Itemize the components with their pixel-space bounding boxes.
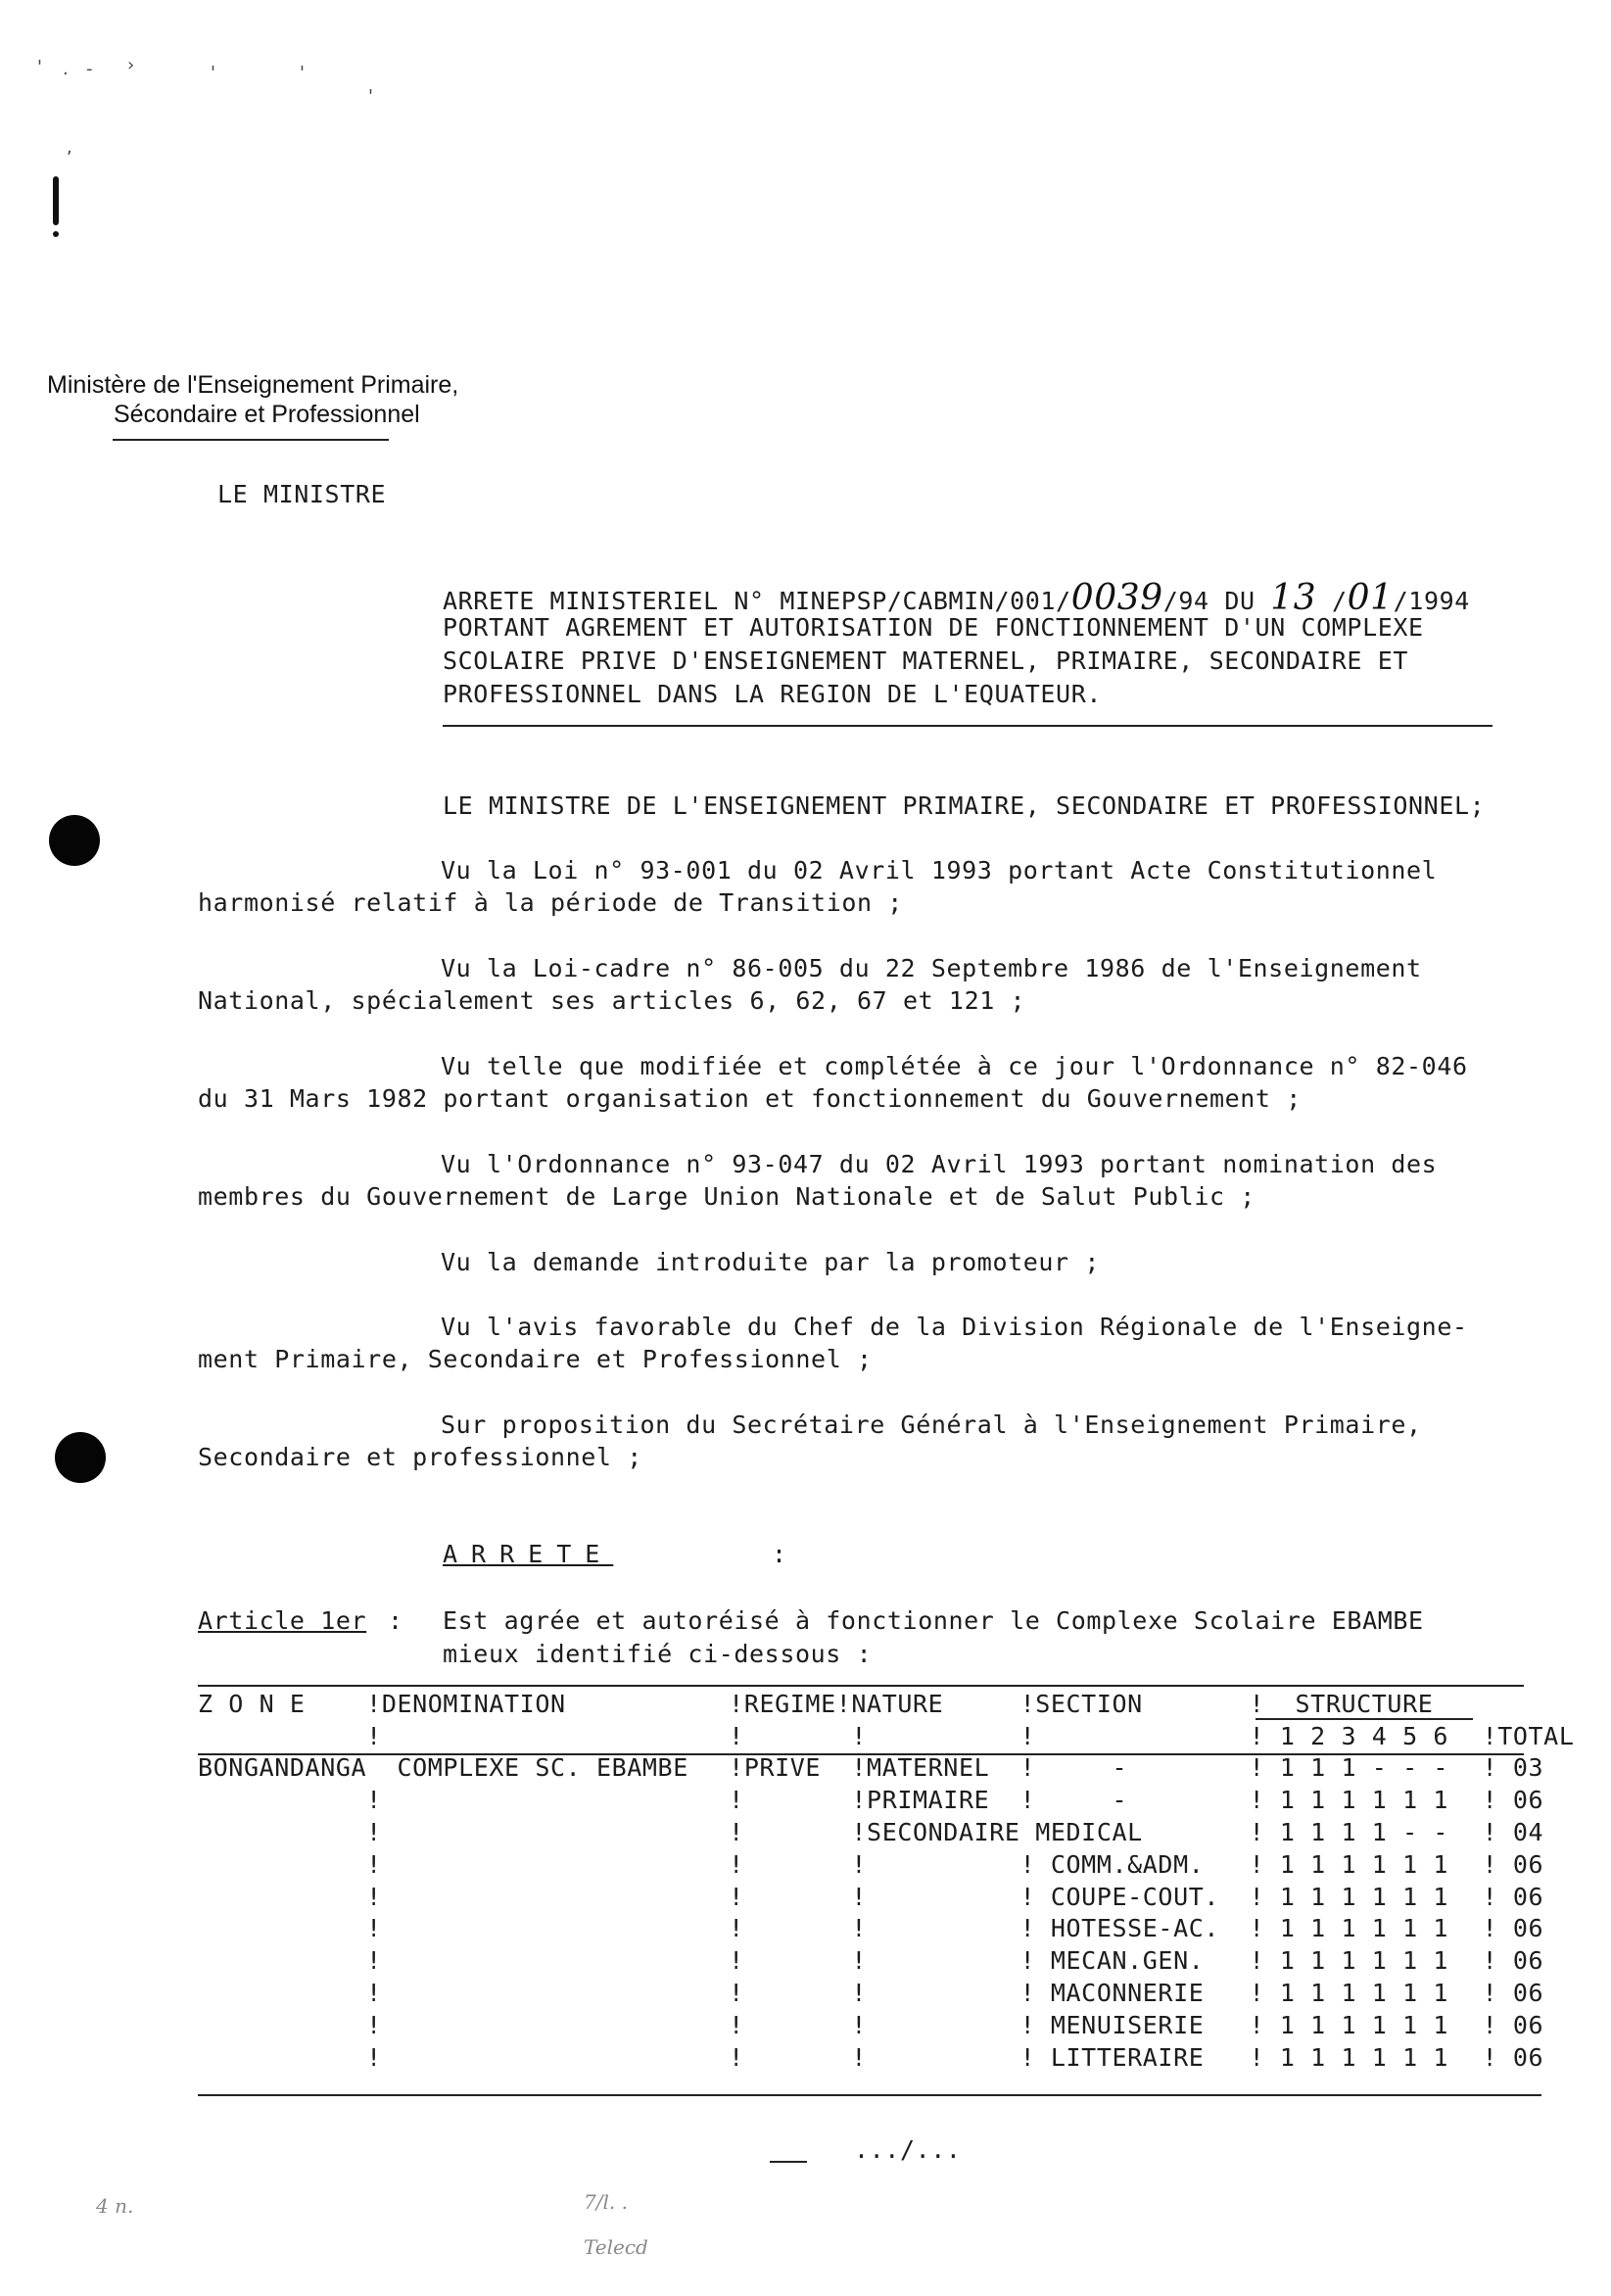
consideration-line-first: Vu l'Ordonnance n° 93-047 du 02 Avril 1993 portant nomination des xyxy=(441,1150,1438,1178)
table-cell: ! LITTERAIRE xyxy=(1019,2042,1205,2072)
table-row xyxy=(198,2009,1574,2041)
table-header-cell xyxy=(1483,1688,1575,1720)
table-cell: ! xyxy=(366,1946,382,1976)
table-cell: ! COMM.&ADM. xyxy=(1019,1849,1205,1879)
table-header-cell: ! xyxy=(729,1721,744,1750)
decree-ref-prefix: ARRETE MINISTERIEL N° MINEPSP/CABMIN/001/ xyxy=(443,587,1071,615)
table-cell: !MATERNEL xyxy=(851,1753,990,1783)
ministry-underline xyxy=(113,439,389,441)
consideration-line-rest: Secondaire et professionnel ; xyxy=(198,1443,642,1471)
table-row xyxy=(198,1816,1574,1848)
consideration-paragraph xyxy=(198,952,1549,1017)
le-ministre-label: LE MINISTRE xyxy=(217,480,387,508)
consideration-line-first: Sur proposition du Secrétaire Général à l'Enseignement Primaire, xyxy=(441,1411,1422,1439)
decree-ref-middle: /94 DU xyxy=(1162,587,1271,615)
table-cell: ! 1 1 1 1 1 1 xyxy=(1249,1849,1449,1879)
footer-mark: 7/l. . xyxy=(584,2190,628,2214)
preamble-opening: LE MINISTRE DE L'ENSEIGNEMENT PRIMAIRE, SECONDAIRE ET PROFESSIONNEL; xyxy=(443,791,1486,820)
table-cell: !PRIMAIRE xyxy=(851,1786,990,1815)
table-cell: ! 1 1 1 1 1 1 xyxy=(1249,1979,1449,2008)
table-cell: ! COUPE-COUT. xyxy=(1019,1882,1220,1911)
table-cell: ! xyxy=(729,1914,744,1943)
table-row xyxy=(198,1977,1574,2009)
table-cell: ! 1 1 1 1 1 1 xyxy=(1249,2010,1449,2039)
table-cell: ! 1 1 1 1 1 1 xyxy=(1249,2042,1449,2072)
table-cell: ! 06 xyxy=(1482,2010,1544,2039)
consideration-line-first: Vu la demande introduite par la promoteur ; xyxy=(441,1248,1101,1276)
consideration-paragraph xyxy=(198,1050,1549,1115)
article-colon: : xyxy=(388,1606,403,1635)
table-header-cell: !SECTION xyxy=(1019,1689,1143,1718)
table-cell: ! 1 1 1 1 - - xyxy=(1249,1818,1449,1847)
table-cell: ! 06 xyxy=(1482,1786,1544,1815)
consideration-paragraph xyxy=(198,1148,1549,1213)
table-cell: ! HOTESSE-AC. xyxy=(1019,1914,1220,1943)
table-cell: ! xyxy=(729,2042,744,2072)
consideration-line-first: Vu la Loi n° 93-001 du 02 Avril 1993 portant Acte Constitutionnel xyxy=(441,856,1438,885)
table-cell: ! 06 xyxy=(1482,1946,1544,1976)
table-row xyxy=(198,1784,1574,1816)
scan-speck: ' xyxy=(37,57,42,77)
table-cell: ! xyxy=(366,1849,382,1879)
decree-reference xyxy=(443,578,1470,618)
table-cell: ! xyxy=(366,1914,382,1943)
table-cell: BONGANDANGA xyxy=(198,1753,367,1783)
table-cell: ! 06 xyxy=(1482,1882,1544,1911)
table-header-cell: !TOTAL xyxy=(1482,1721,1575,1750)
footer-mark: 4 n. xyxy=(96,2194,134,2218)
scan-speck: ' xyxy=(211,63,215,83)
table-cell: ! xyxy=(851,2010,868,2039)
decree-title-line: SCOLAIRE PRIVE D'ENSEIGNEMENT MATERNEL, PRIMAIRE, SECONDAIRE ET xyxy=(443,646,1409,675)
scan-speck: , xyxy=(67,137,72,158)
table-cell: ! xyxy=(729,1882,744,1911)
table-cell: ! xyxy=(366,1882,382,1911)
table-cell: ! 1 1 1 1 1 1 xyxy=(1249,1914,1449,1943)
consideration-line-rest: membres du Gouvernement de Large Union Nationale et de Salut Public ; xyxy=(198,1182,1256,1211)
table-cell: ! xyxy=(366,2042,382,2072)
table-cell: ! 1 1 1 1 1 1 xyxy=(1249,1786,1449,1815)
scan-speck: . xyxy=(63,59,69,79)
consideration-paragraph xyxy=(198,1409,1549,1473)
table-cell: MEDICAL xyxy=(1019,1818,1143,1847)
table-row xyxy=(198,1913,1574,1945)
table-cell xyxy=(198,1784,366,1816)
table-header-row xyxy=(198,1720,1574,1752)
footer-dash xyxy=(770,2161,807,2163)
table-cell: ! xyxy=(729,1849,744,1879)
table-cell xyxy=(198,2041,366,2074)
table-cell: ! 1 1 1 1 1 1 xyxy=(1249,1946,1449,1976)
table-header-cell: Z O N E xyxy=(198,1689,306,1718)
table-cell: ! 1 1 1 - - - xyxy=(1249,1753,1449,1783)
ministry-name-line2: Sécondaire et Professionnel xyxy=(114,401,420,428)
table-top-rule xyxy=(198,1685,1524,1687)
table-cell: ! xyxy=(851,1979,868,2008)
table-cell: ! MENUISERIE xyxy=(1019,2010,1205,2039)
scan-speck: ' xyxy=(300,63,305,83)
article-text-line: mieux identifié ci-dessous : xyxy=(443,1640,873,1668)
table-header-cell: NATURE xyxy=(851,1689,944,1718)
decree-day-handwritten: 13 xyxy=(1270,578,1317,618)
table-cell: ! 06 xyxy=(1482,1849,1544,1879)
table-cell: !SECONDAIRE xyxy=(851,1818,1020,1847)
table-cell: ! 06 xyxy=(1482,1979,1544,2008)
table-body xyxy=(198,1752,1574,2074)
table-cell: !PRIVE xyxy=(729,1753,822,1783)
structure-table xyxy=(198,1688,1574,2074)
table-cell: ! xyxy=(851,1882,868,1911)
decree-year: /1994 xyxy=(1393,587,1470,615)
table-cell xyxy=(198,1944,366,1977)
table-row xyxy=(198,1881,1574,1913)
article-label: Article 1er xyxy=(198,1606,367,1635)
scan-speck: ' xyxy=(368,86,373,107)
table-cell: ! - xyxy=(1019,1753,1128,1783)
decree-title-line: PORTANT AGREMENT ET AUTORISATION DE FONCTIONNEMENT D'UN COMPLEXE xyxy=(443,613,1424,642)
table-cell xyxy=(198,1848,366,1881)
table-header-cell: ! xyxy=(366,1721,382,1750)
decree-number-handwritten: 0039 xyxy=(1070,578,1163,618)
table-cell: ! xyxy=(366,1818,382,1847)
table-row xyxy=(198,2041,1574,2074)
table-cell: ! MECAN.GEN. xyxy=(1019,1946,1205,1976)
table-cell xyxy=(198,2009,366,2041)
decree-title-line: PROFESSIONNEL DANS LA REGION DE L'EQUATEUR. xyxy=(443,680,1103,708)
consideration-line-first: Vu telle que modifiée et complétée à ce jour l'Ordonnance n° 82-046 xyxy=(441,1052,1468,1080)
table-header-cell xyxy=(198,1720,366,1752)
table-cell: ! 06 xyxy=(1482,2042,1544,2072)
arrete-heading: ARRETE xyxy=(443,1540,614,1568)
table-cell: ! xyxy=(851,1914,868,1943)
decree-title-rule xyxy=(443,725,1493,727)
table-cell: ! MACONNERIE xyxy=(1019,1979,1205,2008)
table-header-cell: !DENOMINATION xyxy=(366,1689,566,1718)
table-cell: ! xyxy=(729,2010,744,2039)
table-header-row xyxy=(198,1688,1574,1720)
consideration-line-rest: ment Primaire, Secondaire et Professionnel ; xyxy=(198,1345,873,1373)
consideration-paragraph xyxy=(198,1311,1549,1375)
table-row xyxy=(198,1944,1574,1977)
punch-hole xyxy=(55,1432,106,1483)
consideration-line-first: Vu la Loi-cadre n° 86-005 du 22 Septembre 1986 de l'Enseignement xyxy=(441,954,1422,982)
table-header-cell: ! STRUCTURE xyxy=(1249,1689,1434,1718)
continuation-mark: .../... xyxy=(854,2135,962,2164)
footer-mark: Telecd xyxy=(584,2235,648,2259)
table-cell: ! xyxy=(729,1946,744,1976)
table-cell: ! - xyxy=(1019,1786,1128,1815)
table-cell: ! xyxy=(851,2042,868,2072)
scan-mark xyxy=(53,176,59,225)
scan-speck: - xyxy=(86,59,93,79)
table-cell: COMPLEXE SC. EBAMBE xyxy=(366,1753,688,1783)
ministry-name-line1: Ministère de l'Enseignement Primaire, xyxy=(47,371,459,399)
table-cell: ! xyxy=(729,1786,744,1815)
table-header-cell: ! 1 2 3 4 5 6 xyxy=(1249,1721,1449,1750)
table-cell: ! xyxy=(729,1979,744,2008)
table-cell: ! xyxy=(366,1786,382,1815)
table-row xyxy=(198,1848,1574,1881)
consideration-line-rest: harmonisé relatif à la période de Transition ; xyxy=(198,888,903,917)
decree-date-sep: / xyxy=(1316,587,1348,615)
table-cell: ! 1 1 1 1 1 1 xyxy=(1249,1882,1449,1911)
punch-hole xyxy=(49,815,100,866)
table-cell: ! 06 xyxy=(1482,1914,1544,1943)
scan-speck: › xyxy=(127,55,135,75)
table-header-cell: ! xyxy=(851,1721,868,1750)
table-header-cell: ! xyxy=(1019,1721,1036,1750)
table-bottom-rule xyxy=(198,2094,1541,2096)
consideration-paragraph xyxy=(198,854,1549,919)
table-cell xyxy=(198,1816,366,1848)
decree-month-handwritten: 01 xyxy=(1347,578,1394,618)
consideration-paragraph xyxy=(198,1246,1549,1278)
table-cell: ! 03 xyxy=(1482,1753,1544,1783)
table-cell xyxy=(198,1881,366,1913)
table-cell: ! xyxy=(729,1818,744,1847)
consideration-line-rest: National, spécialement ses articles 6, 62, 67 et 121 ; xyxy=(198,986,1026,1015)
scan-mark xyxy=(53,231,59,237)
arrete-colon: : xyxy=(772,1540,787,1568)
consideration-line-first: Vu l'avis favorable du Chef de la Division Régionale de l'Enseigne- xyxy=(441,1313,1468,1341)
table-row xyxy=(198,1752,1574,1785)
table-cell: ! xyxy=(851,1946,868,1976)
table-cell: ! xyxy=(366,2010,382,2039)
table-cell: ! 04 xyxy=(1482,1818,1544,1847)
table-header-cell: !REGIME! xyxy=(729,1689,852,1718)
table-cell xyxy=(198,1913,366,1945)
table-cell: ! xyxy=(851,1849,868,1879)
table-cell: ! xyxy=(366,1979,382,2008)
consideration-line-rest: du 31 Mars 1982 portant organisation et fonctionnement du Gouvernement ; xyxy=(198,1084,1302,1113)
article-text-line: Est agrée et autoréisé à fonctionner le Complexe Scolaire EBAMBE xyxy=(443,1606,1424,1635)
table-cell xyxy=(198,1977,366,2009)
